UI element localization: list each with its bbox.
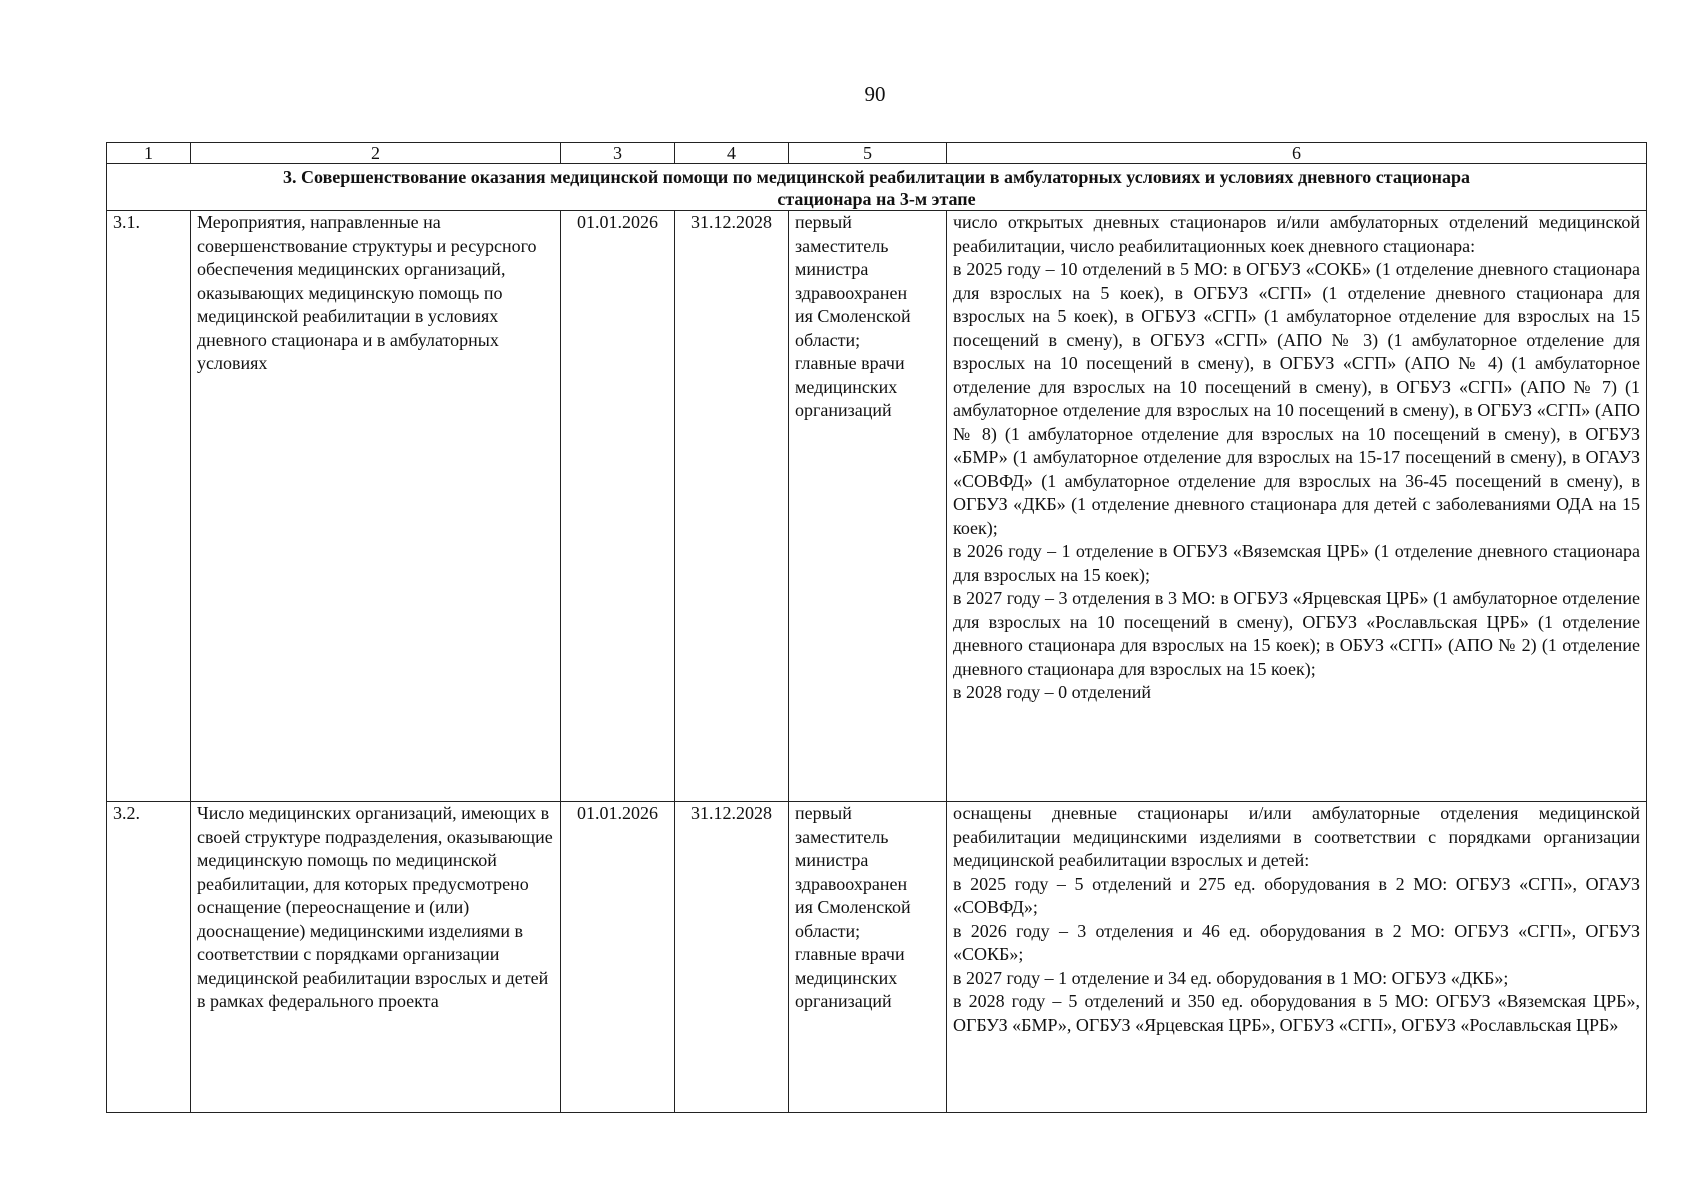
result-paragraph: в 2027 году – 1 отделение и 34 ед. оборудования в 1 МО: ОГБУЗ «ДКБ»; (953, 967, 1509, 988)
table-row (107, 802, 1647, 1113)
end-date: 31.12.2028 (675, 802, 789, 1113)
end-date: 31.12.2028 (675, 211, 789, 802)
result-paragraph: в 2025 году – 5 отделений и 275 ед. оборудования в 2 МО: ОГБУЗ «СГП», ОГАУЗ «СОВФД»; (953, 873, 1640, 917)
result-paragraph: в 2027 году – 3 отделения в 3 МО: в ОГБУЗ «Ярцевская ЦРБ» (1 амбулаторное отделение для взрослых на 10 посещений в смену), ОГБУЗ «Рославльская ЦРБ» (1 отделение дневного стационара для взрослых на 15 коек); в ОБУЗ «СГП» (АПО № 2) (1 отделение дневного стационара для взрослых на 15 коек); (953, 588, 1640, 679)
start-date: 01.01.2026 (561, 211, 675, 802)
expected-result (947, 802, 1647, 1113)
column-header-6: 6 (947, 143, 1647, 164)
expected-result (947, 211, 1647, 802)
start-date: 01.01.2026 (561, 802, 675, 1113)
responsible: первый заместитель министра здравоохранен ия Смоленской области; главные врачи медицинских организаций (789, 211, 947, 802)
column-number-header-row (107, 143, 1647, 164)
result-paragraph: в 2028 году – 0 отделений (953, 682, 1151, 702)
result-paragraph: число открытых дневных стационаров и/или амбулаторных отделений медицинской реабилитации, число реабилитационных коек дневного стационара: (953, 212, 1640, 256)
column-header-2: 2 (191, 143, 561, 164)
result-paragraph: в 2026 году – 1 отделение в ОГБУЗ «Вяземская ЦРБ» (1 отделение дневного стационара для взрослых на 15 коек); (953, 541, 1640, 585)
column-header-5: 5 (789, 143, 947, 164)
measures-table (106, 142, 1647, 1113)
row-number: 3.2. (107, 802, 191, 1113)
section-heading (107, 164, 1647, 211)
result-paragraph: в 2026 году – 3 отделения и 46 ед. оборудования в 2 МО: ОГБУЗ «СГП», ОГБУЗ «СОКБ»; (953, 920, 1640, 964)
table-row (107, 211, 1647, 802)
column-header-4: 4 (675, 143, 789, 164)
row-number: 3.1. (107, 211, 191, 802)
result-paragraph: в 2025 году – 10 отделений в 5 МО: в ОГБУЗ «СОКБ» (1 отделение дневного стационара для взрослых на 5 коек), в ОГБУЗ «СГП» (1 отделение дневного стационара для взрослых на 5 коек), в ОГБУЗ «СГП» (1 амбулаторное отделение для взрослых на 15 посещений в смену), в ОГБУЗ «СГП» (АПО № 3) (1 амбулаторное отделение для взрослых на 10 посещений в смену), в ОГБУЗ «СГП» (АПО № 4) (1 амбулаторное отделение для взрослых на 10 посещений в смену), в ОГБУЗ «СГП» (АПО № 7) (1 амбулаторное отделение для взрослых на 10 посещений в смену), в ОГБУЗ «СГП» (АПО № 8) (1 амбулаторное отделение для взрослых на 10 посещений в смену), в ОГБУЗ «БМР» (1 амбулаторное отделение для взрослых на 15-17 посещений в смену), в ОГАУЗ «СОВФД» (1 амбулаторное отделение для взрослых на 36-45 посещений в смену), в ОГБУЗ «ДКБ» (1 отделение дневного стационара для детей с заболеваниями ОДА на 15 коек); (953, 259, 1640, 538)
column-header-3: 3 (561, 143, 675, 164)
section-heading-row (107, 164, 1647, 211)
section-heading-line-1: 3. Совершенствование оказания медицинской помощи по медицинской реабилитации в амбулаторных условиях и условиях дневного стационара (283, 167, 1470, 187)
measure-name: Мероприятия, направленные на совершенствование структуры и ресурсного обеспечения медицинских организаций, оказывающих медицинскую помощь по медицинской реабилитации в условиях дневного стационара и в амбулаторных условиях (191, 211, 561, 802)
measure-name: Число медицинских организаций, имеющих в своей структуре подразделения, оказывающие медицинскую помощь по медицинской реабилитации, для которых предусмотрено оснащение (переоснащение и (или) дооснащение) медицинскими изделиями в соответствии с порядками организации медицинской реабилитации взрослых и детей в рамках федерального проекта (191, 802, 561, 1113)
responsible: первый заместитель министра здравоохранен ия Смоленской области; главные врачи медицинских организаций (789, 802, 947, 1113)
page-number: 90 (864, 82, 886, 106)
result-paragraph: в 2028 году – 5 отделений и 350 ед. оборудования в 5 МО: ОГБУЗ «Вяземская ЦРБ», ОГБУЗ «БМР», ОГБУЗ «Ярцевская ЦРБ», ОГБУЗ «СГП», ОГБУЗ «Рославльская ЦРБ» (953, 991, 1640, 1035)
section-heading-line-2: стационара на 3-м этапе (777, 189, 976, 209)
result-paragraph: оснащены дневные стационары и/или амбулаторные отделения медицинской реабилитации медицинскими изделиями в соответствии с порядками организации медицинской реабилитации взрослых и детей: (953, 803, 1640, 870)
column-header-1: 1 (107, 143, 191, 164)
